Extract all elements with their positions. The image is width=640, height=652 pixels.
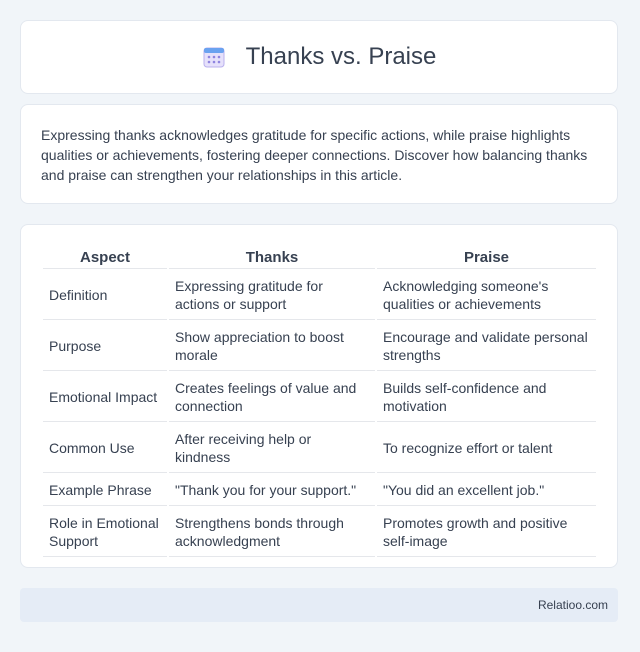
footer	[20, 588, 618, 622]
table-row	[43, 508, 596, 557]
table-cell: Creates feelings of value and connection	[169, 373, 375, 422]
table-header-row	[43, 247, 596, 269]
page-title: Thanks vs. Praise	[245, 43, 437, 70]
title-card	[20, 20, 618, 94]
comparison-table	[41, 245, 598, 559]
header-aspect: Aspect	[43, 247, 167, 269]
table-cell: "Thank you for your support."	[169, 475, 375, 506]
table-row	[43, 475, 596, 506]
table-cell: Encourage and validate personal strengths	[377, 322, 596, 371]
table-row	[43, 373, 596, 422]
intro-card	[20, 104, 618, 204]
table-row	[43, 322, 596, 371]
table-cell: Promotes growth and positive self-image	[377, 508, 596, 557]
table-cell: Expressing gratitude for actions or support	[169, 271, 375, 320]
comparison-card	[20, 224, 618, 568]
table-cell: Example Phrase	[43, 475, 167, 506]
header-praise: Praise	[377, 247, 596, 269]
table-cell: Role in Emotional Support	[43, 508, 167, 557]
table-cell: "You did an excellent job."	[377, 475, 596, 506]
calendar-icon	[202, 45, 226, 69]
table-cell: After receiving help or kindness	[169, 424, 375, 473]
table-cell: To recognize effort or talent	[377, 424, 596, 473]
table-cell: Emotional Impact	[43, 373, 167, 422]
table-cell: Definition	[43, 271, 167, 320]
table-row	[43, 271, 596, 320]
table-cell: Builds self-confidence and motivation	[377, 373, 596, 422]
intro-text: Expressing thanks acknowledges gratitude for specific actions, while praise highlights qualities or achievements, fostering deeper connections. Discover how balancing thanks and praise can strengthen your relationships in this article.	[41, 127, 588, 183]
header-thanks: Thanks	[169, 247, 375, 269]
table-cell: Purpose	[43, 322, 167, 371]
table-row	[43, 424, 596, 473]
table-cell: Strengthens bonds through acknowledgment	[169, 508, 375, 557]
table-cell: Show appreciation to boost morale	[169, 322, 375, 371]
footer-brand: Relatioo.com	[537, 598, 608, 612]
table-cell: Acknowledging someone's qualities or achievements	[377, 271, 596, 320]
table-cell: Common Use	[43, 424, 167, 473]
